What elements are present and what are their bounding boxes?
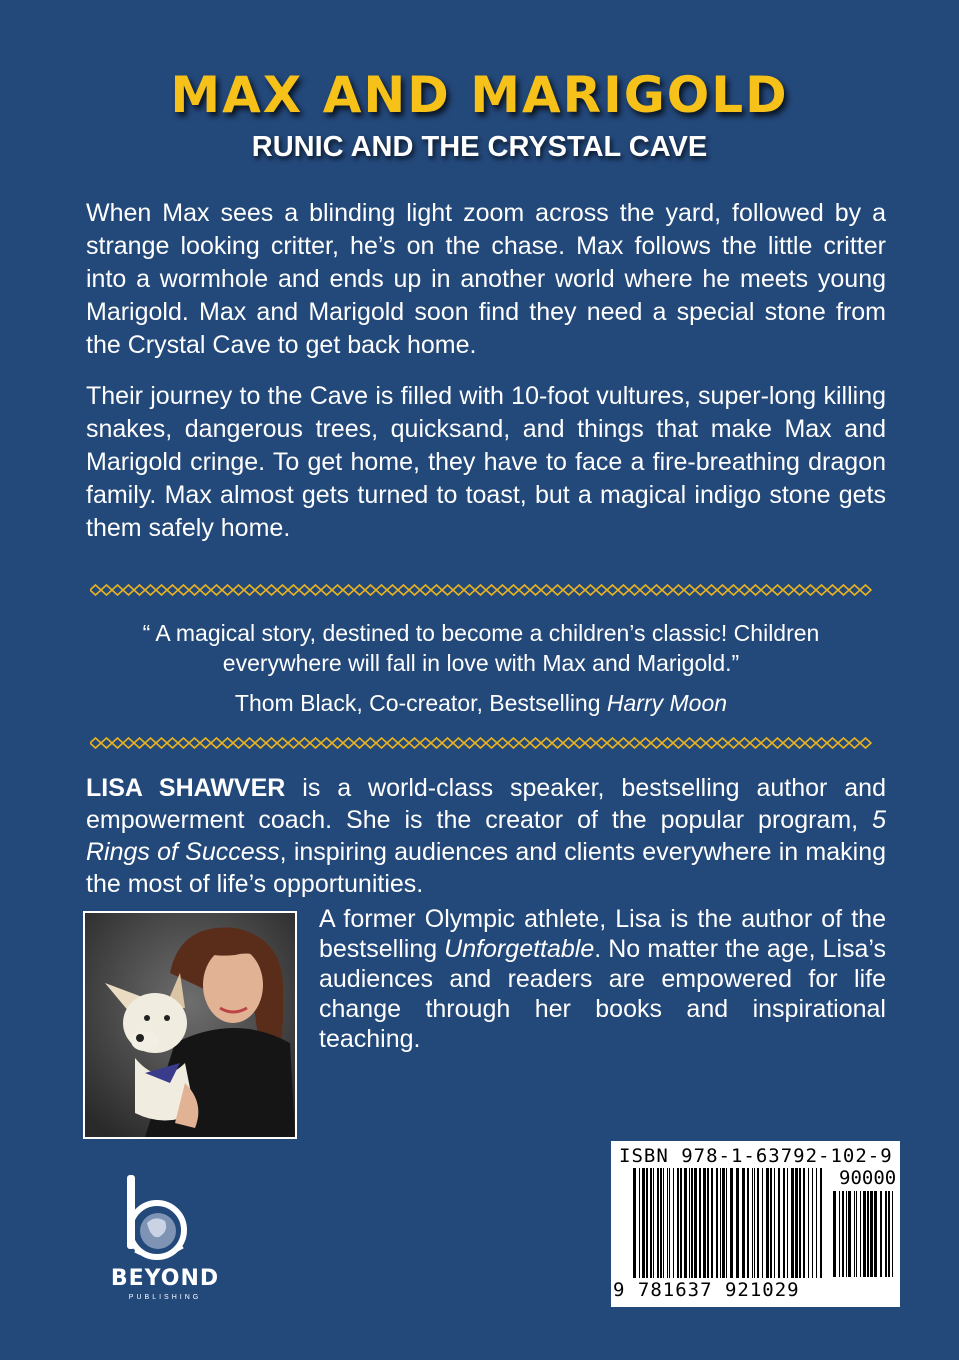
author-bio-second	[319, 904, 886, 1054]
testimonial-attribution	[90, 688, 872, 718]
isbn-label: ISBN 978-1-63792-102-9	[619, 1145, 893, 1167]
isbn-barcode	[611, 1141, 900, 1307]
bio-text-b: , inspiring audiences and clients everywhere in making the most of life’s opportunities.	[86, 838, 886, 898]
testimonial-quote: “ A magical story, destined to become a children’s classic! Children everywhere will fall in love with Max and Marigold.”	[142, 620, 820, 676]
description-paragraph-2: Their journey to the Cave is filled with 10-foot vultures, super-long killing snakes, dangerous trees, quicksand, and things that make Max and Marigold cringe. To get home, they have to face a fire-breathing dragon family. Max almost gets turned to toast, but a magical indigo stone gets them safely home.	[86, 382, 886, 542]
attribution-text: Thom Black, Co-creator, Bestselling	[234, 690, 607, 716]
attribution-book-title: Harry Moon	[606, 690, 728, 716]
author-photo	[83, 911, 297, 1139]
bio2-text-b: . No matter the age, Lisa’s audiences and readers are empowered for life change through her books and inspirational teaching.	[319, 935, 887, 1053]
program-name: 5 Rings of Success	[86, 806, 886, 866]
bio-text-a: is a world-class speaker, bestselling author and empowerment coach. She is the creator of the popular program,	[86, 774, 886, 834]
publisher-subtitle: PUBLISHING	[128, 1294, 202, 1301]
author-name: LISA SHAWVER	[86, 774, 286, 802]
ornament-divider-top	[90, 582, 872, 598]
publisher-name: BEYOND	[110, 1266, 220, 1291]
main-barcode	[633, 1168, 828, 1278]
barcode-digits: 9 781637 921029	[613, 1279, 800, 1301]
price-code: 90000	[839, 1167, 897, 1189]
publisher-logo	[95, 1175, 235, 1305]
author-bio-first	[86, 772, 886, 900]
addon-barcode	[833, 1191, 895, 1277]
book-title: MAX AND MARIGOLD	[170, 66, 789, 124]
bio2-text-a: A former Olympic athlete, Lisa is the author of the bestselling	[319, 905, 886, 963]
author-book-title: Unforgettable	[444, 935, 595, 963]
book-subtitle: RUNIC AND THE CRYSTAL CAVE	[251, 131, 708, 163]
beyond-logo-icon	[95, 1175, 235, 1267]
ornament-divider-bottom	[90, 735, 872, 751]
description-paragraph-1: When Max sees a blinding light zoom across the yard, followed by a strange looking critter, he’s on the chase. Max follows the little critter into a wormhole and ends up in another world where he meets young Marigold. Max and Marigold soon find they need a special stone from the Crystal Cave to get back home.	[86, 199, 886, 359]
